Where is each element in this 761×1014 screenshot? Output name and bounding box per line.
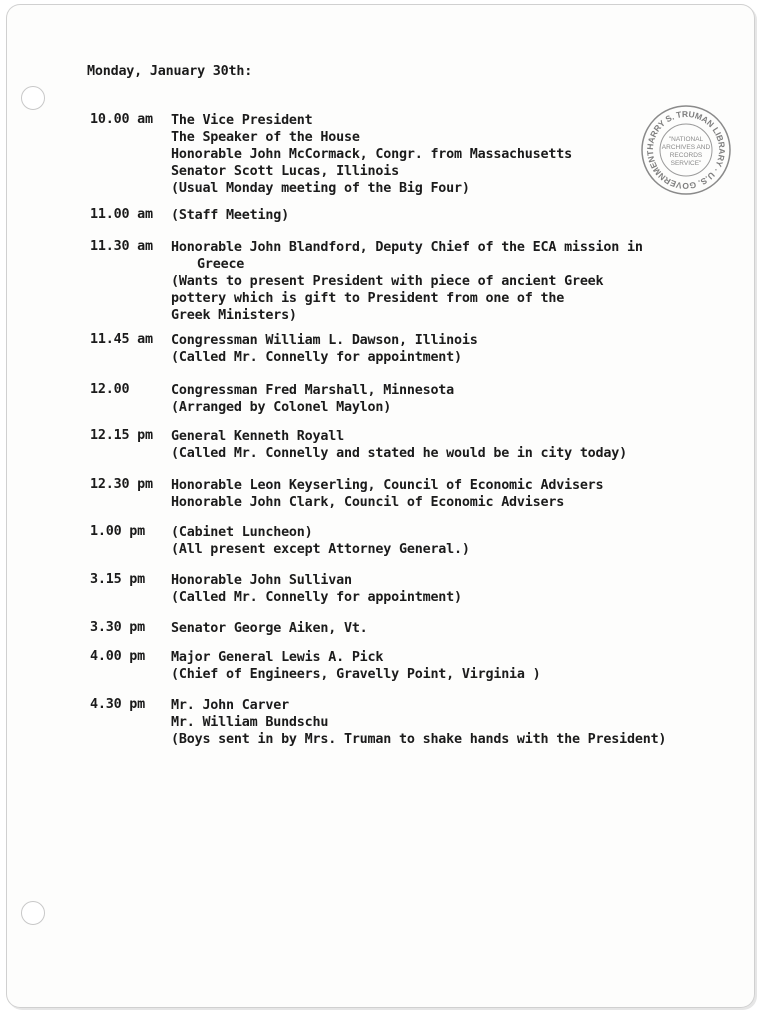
date-heading: Monday, January 30th: [87, 64, 253, 79]
entry-line: Congressman William L. Dawson, Illinois [171, 333, 478, 348]
entry-line: Honorable John Sullivan [171, 573, 352, 588]
entry-line: Honorable Leon Keyserling, Council of Economic Advisers [171, 478, 604, 493]
entry-line: Senator George Aiken, Vt. [171, 621, 368, 636]
entry-line: The Speaker of the House [171, 130, 360, 145]
entry-line: (Staff Meeting) [171, 208, 289, 223]
entry-time: 4.00 pm [90, 649, 146, 664]
entry-time: 3.30 pm [90, 620, 146, 635]
entry-body [171, 112, 731, 197]
entry-body [171, 207, 731, 224]
entry-line: Senator Scott Lucas, Illinois [171, 164, 399, 179]
seal-center-line: SERVICE" [670, 160, 702, 167]
seal-center-line: RECORDS [669, 152, 703, 159]
entry-line: pottery which is gift to President from one of the [171, 291, 565, 306]
entry-line: (All present except Attorney General.) [171, 542, 470, 557]
entry-line: Honorable John Clark, Council of Economic Advisers [171, 495, 565, 510]
entry-line: Greece [197, 257, 245, 272]
entry-line: (Called Mr. Connelly for appointment) [171, 350, 462, 365]
entry-line: Major General Lewis A. Pick [171, 650, 384, 665]
entry-line: (Boys sent in by Mrs. Truman to shake hands with the President) [171, 732, 667, 747]
document-page [6, 4, 755, 1008]
entry-line: (Arranged by Colonel Maylon) [171, 400, 392, 415]
seal-center-line: "NATIONAL [668, 136, 704, 143]
entry-line: (Chief of Engineers, Gravelly Point, Virginia ) [171, 667, 541, 682]
seal-ring-text: HARRY S. TRUMAN LIBRARY · U.S. GOVERNMENT [644, 108, 728, 192]
entry-time: 12.30 pm [90, 477, 153, 492]
entry-line: Greek Ministers) [171, 308, 297, 323]
entry-line: (Usual Monday meeting of the Big Four) [171, 181, 470, 196]
entry-time: 12.15 pm [90, 428, 153, 443]
entry-line: General Kenneth Royall [171, 429, 344, 444]
entry-time: 11.00 am [90, 207, 153, 222]
entry-time: 3.15 pm [90, 572, 146, 587]
entry-time: 4.30 pm [90, 697, 146, 712]
entry-body [171, 649, 731, 683]
entry-line: (Called Mr. Connelly for appointment) [171, 590, 462, 605]
entry-line: Honorable John Blandford, Deputy Chief of the ECA mission in [171, 240, 643, 255]
entry-line: (Called Mr. Connelly and stated he would be in city today) [171, 446, 627, 461]
schedule-text [6, 4, 755, 1008]
entry-body [171, 477, 731, 511]
entry-body [171, 239, 731, 324]
entry-body [171, 428, 731, 462]
entry-line: Congressman Fred Marshall, Minnesota [171, 383, 455, 398]
entry-line: (Cabinet Luncheon) [171, 525, 313, 540]
entry-body [171, 382, 731, 416]
entry-time: 12.00 [90, 382, 130, 397]
entry-line: Mr. William Bundschu [171, 715, 329, 730]
entry-body [171, 697, 731, 748]
entry-line: Honorable John McCormack, Congr. from Massachusetts [171, 147, 572, 162]
entry-time: 11.30 am [90, 239, 153, 254]
seal-center-line: ARCHIVES AND [661, 144, 711, 151]
entry-line: The Vice President [171, 113, 313, 128]
entry-time: 11.45 am [90, 332, 153, 347]
entry-line: Mr. John Carver [171, 698, 289, 713]
entry-body [171, 332, 731, 366]
entry-time: 10.00 am [90, 112, 153, 127]
entry-body [171, 572, 731, 606]
entry-body [171, 620, 731, 637]
entry-line: (Wants to present President with piece of ancient Greek [171, 274, 604, 289]
entry-body [171, 524, 731, 558]
entry-time: 1.00 pm [90, 524, 146, 539]
